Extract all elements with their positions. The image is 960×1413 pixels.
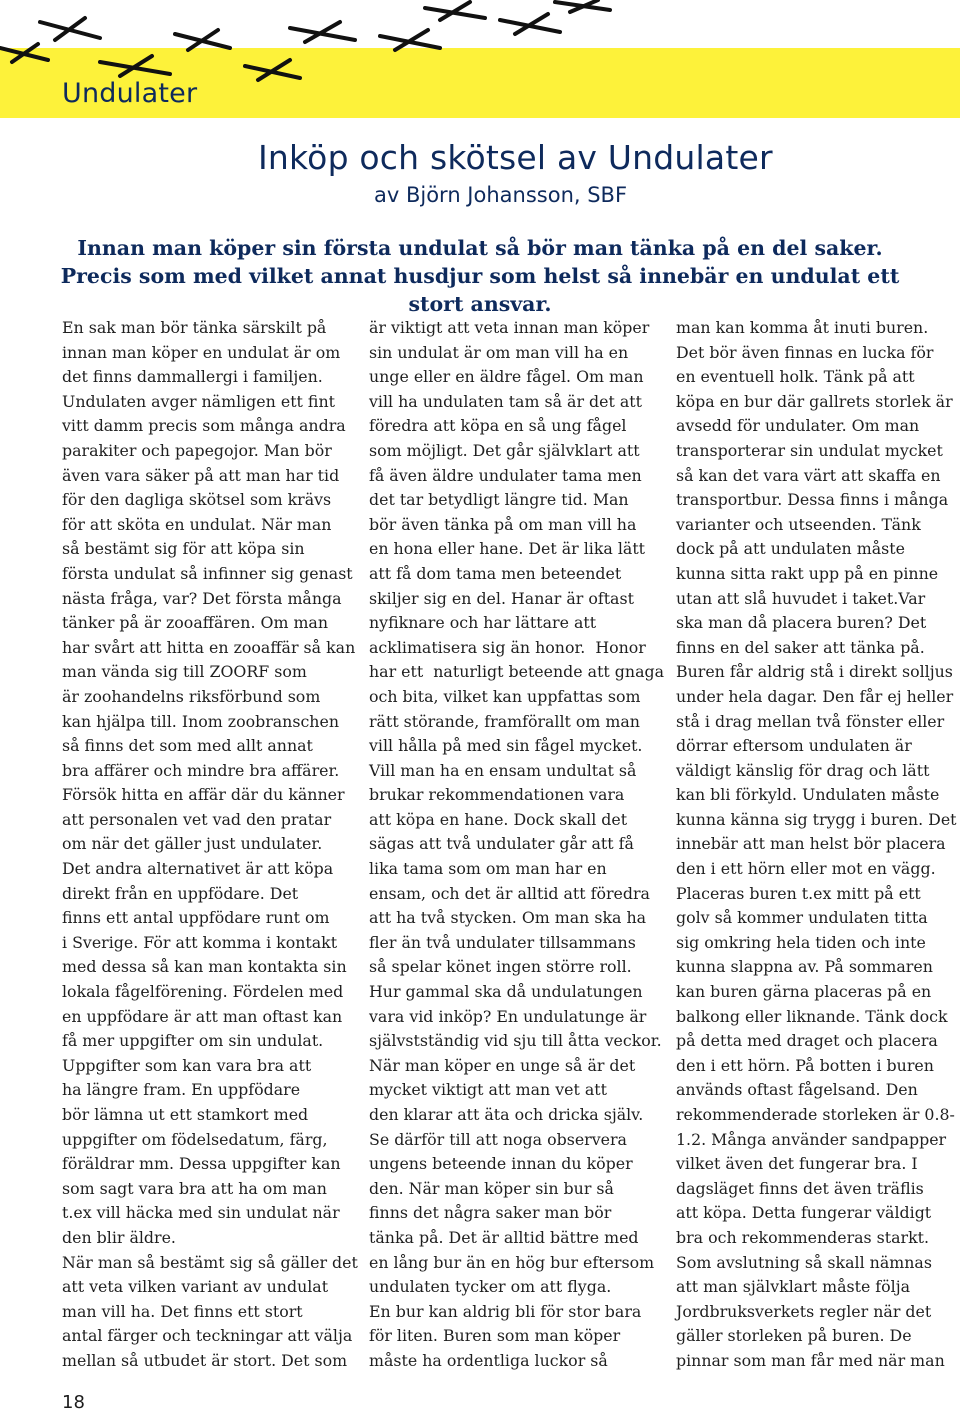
bird-track-icon (380, 30, 440, 50)
body-text-line: självstständig vid sju till åtta veckor. (369, 1031, 662, 1051)
body-text-line: vilket även det fungerar bra. I (676, 1154, 918, 1174)
body-text-line: När man så bestämt sig så gäller det (62, 1252, 358, 1272)
body-column-3 (676, 316, 957, 1374)
body-text-line: pinnar som man får med när man (676, 1350, 945, 1370)
body-text-line: ska man då placera buren? Det (676, 613, 927, 633)
body-text-line: att få dom tama men beteendet (369, 563, 622, 583)
body-text-line: för den dagliga skötsel som krävs (62, 490, 332, 510)
body-text-line: Se därför till att noga observera (369, 1129, 627, 1149)
body-text-line: bra och rekommenderas starkt. (676, 1227, 930, 1247)
body-text-line: finns ett antal uppfödare runt om (62, 908, 330, 928)
body-text-line: rätt störande, framförallt om man (369, 711, 640, 731)
body-text-line: den. När man köper sin bur så (369, 1178, 614, 1198)
body-text-line: att ha två stycken. Om man ska ha (369, 908, 647, 928)
body-text-line: fler än två undulater tillsammans (369, 932, 636, 952)
bird-track-icon (175, 30, 230, 50)
body-text-line: så kan det vara värt att skaffa en (676, 465, 941, 485)
body-text-line: sig omkring hela tiden och inte (676, 932, 926, 952)
body-text-line: parakiter och papegojor. Man bör (62, 440, 332, 460)
body-text-line: så spelar könet ingen större roll. (369, 957, 632, 977)
body-text-line: har svårt att hitta en zooaffär så kan (62, 637, 356, 657)
body-text-line: acklimatisera sig än honor. Honor (369, 637, 646, 657)
body-text-line: innan man köper en undulat är om (62, 342, 341, 362)
body-text-line: är zoohandelns riksförbund som (62, 686, 321, 706)
body-text-line: dock på att undulaten måste (676, 539, 905, 559)
body-text-line: kan hjälpa till. Inom zoobranschen (62, 711, 340, 731)
body-text-line: är viktigt att veta innan man köper (369, 318, 650, 337)
body-text-line: Undulaten avger nämligen ett fint (62, 391, 335, 411)
body-text-line: Försök hitta en affär där du känner (62, 785, 345, 805)
body-text-line: att man självklart måste följa (676, 1277, 911, 1297)
body-text-line: måste ha ordentliga luckor så (369, 1350, 608, 1370)
body-text-line: kan bli förkyld. Undulaten måste (676, 785, 940, 805)
bird-track-icon (0, 44, 48, 62)
body-text-line: skiljer sig en del. Hanar är oftast (369, 588, 634, 608)
body-text-line: ensam, och det är alltid att föredra (369, 883, 650, 903)
body-text-line: den blir äldre. (62, 1227, 176, 1247)
body-text-line: en hona eller hane. Det är lika lätt (369, 539, 646, 559)
body-text-line: den i ett hörn eller mot en vägg. (676, 859, 936, 879)
body-text-line: få mer uppgifter om sin undulat. (62, 1031, 324, 1051)
body-text-line: finns det några saker man bör (369, 1203, 612, 1223)
body-text-line: rekommenderade storleken är 0.8- (676, 1105, 955, 1124)
body-text-line: man vill ha. Det finns ett stort (62, 1301, 303, 1321)
body-text-line: bör lämna ut ett stamkort med (62, 1105, 309, 1124)
body-text-line: med dessa så kan man kontakta sin (62, 957, 347, 977)
body-text-line: det finns dammallergi i familjen. (62, 367, 323, 387)
bird-track-icon (40, 18, 100, 40)
body-text-line: en eventuell holk. Tänk på att (676, 367, 915, 387)
body-text-line: innebär att man helst bör placera (676, 834, 946, 854)
body-text-line: unge eller en äldre fågel. Om man (369, 367, 644, 387)
body-text-line: 1.2. Många använder sandpapper (676, 1129, 947, 1149)
body-text-line: mellan så utbudet är stort. Det som (62, 1350, 348, 1370)
body-text-line: t.ex vill häcka med sin undulat när (62, 1203, 340, 1223)
body-text-line: Det bör även finnas en lucka för (676, 342, 934, 362)
body-text-line: att köpa en hane. Dock skall det (369, 809, 628, 829)
page-number: 18 (62, 1392, 85, 1413)
body-text-line: om när det gäller just undulater. (62, 834, 323, 854)
body-text-line: används oftast fågelsand. Den (676, 1080, 918, 1100)
body-text-line: Hur gammal ska då undulatungen (369, 982, 643, 1002)
body-text-line: bra affärer och mindre bra affärer. (62, 760, 340, 780)
body-text-line: direkt från en uppfödare. Det (62, 883, 299, 903)
body-text-line: brukar rekommendationen vara (369, 785, 625, 805)
bird-track-icon (555, 0, 610, 12)
body-text-line: den klarar att äta och dricka själv. (369, 1105, 644, 1124)
article-title: Inköp och skötsel av Undulater (258, 138, 773, 177)
body-text-line: varianter och utseenden. Tänk (676, 514, 921, 534)
body-text-line: sin undulat är om man vill ha en (369, 342, 629, 362)
body-text-line: Vill man ha en ensam undultat så (369, 760, 637, 780)
body-text-line: stå i drag mellan två fönster eller (676, 711, 945, 731)
body-text-line: man kan komma åt inuti buren. (676, 318, 929, 337)
body-text-line: Jordbruksverkets regler när det (676, 1301, 932, 1321)
body-text-line: När man köper en unge så är det (369, 1055, 636, 1075)
body-text-line: att köpa. Detta fungerar väldigt (676, 1203, 932, 1223)
body-text-line: så bestämt sig för att köpa sin (62, 539, 305, 559)
body-text-line: ungens beteende innan du köper (369, 1154, 633, 1174)
body-text-line: Det andra alternativet är att köpa (62, 859, 334, 879)
body-text-line: köpa en bur där gallrets storlek är (676, 391, 953, 411)
body-text-line: första undulat så infinner sig genast (62, 563, 353, 583)
body-text-line: som möjligt. Det går självklart att (369, 440, 640, 460)
body-text-line: mycket viktigt att man vet att (369, 1080, 607, 1100)
body-text-line: föräldrar mm. Dessa uppgifter kan (62, 1154, 341, 1174)
article-lead: Innan man köper sin första undulat så bör man tänka på en del saker. Precis som med vilket annat husdjur som helst så innebär en undulat ett stort ansvar. (60, 236, 900, 316)
body-text-line: även vara säker på att man har tid (62, 465, 340, 485)
body-text-line: vitt damm precis som många andra (62, 416, 346, 436)
body-column-2 (369, 316, 664, 1374)
body-text-line: Buren får aldrig stå i direkt solljus (676, 662, 953, 682)
body-text-line: lika tama som om man har en (369, 859, 607, 879)
body-text-line: antal färger och teckningar att välja (62, 1326, 353, 1346)
article-byline: av Björn Johansson, SBF (374, 183, 628, 207)
body-text-line: uppgifter om födelsedatum, färg, (62, 1129, 328, 1149)
body-text-line: nästa fråga, var? Det första många (62, 588, 342, 608)
body-text-line: bör även tänka på om man vill ha (369, 514, 637, 534)
bird-track-icon (425, 2, 485, 20)
bird-track-icon (290, 22, 355, 42)
body-text-line: väldigt känslig för drag och lätt (676, 760, 930, 780)
body-text-line: transportbur. Dessa finns i många (676, 490, 949, 510)
body-text-line: en lång bur än en hög bur eftersom (369, 1252, 655, 1272)
body-text-line: att veta vilken variant av undulat (62, 1277, 329, 1297)
body-text-line: dörrar eftersom undulaten är (676, 736, 912, 756)
body-text-line: vara vid inköp? En undulatunge är (369, 1006, 647, 1026)
body-text-line: den i ett hörn. På botten i buren (676, 1055, 934, 1075)
body-text-line: vill ha undulaten tam så är det att (369, 391, 642, 411)
body-text-line: tänker på är zooaffären. Om man (62, 613, 329, 633)
body-text-line: få även äldre undulater tama men (369, 465, 642, 485)
body-text-line: för liten. Buren som man köper (369, 1326, 621, 1346)
body-text-line: dagsläget finns det även träflis (676, 1178, 924, 1198)
body-text-line: att personalen vet vad den pratar (62, 809, 332, 829)
body-text-line: under hela dagar. Den får ej heller (676, 686, 954, 706)
body-text-line: i Sverige. För att komma i kontakt (62, 932, 338, 952)
body-text-line: finns en del saker att tänka på. (676, 637, 925, 657)
section-title: Undulater (62, 78, 198, 109)
body-text-line: en uppfödare är att man oftast kan (62, 1006, 343, 1026)
body-text-line: som sagt vara bra att ha om man (62, 1178, 327, 1198)
body-text-line: ha längre fram. En uppfödare (62, 1080, 301, 1100)
body-text-line: sägas att två undulater går att få (369, 834, 634, 854)
bird-track-icon (245, 60, 300, 80)
body-text-line: balkong eller liknande. Tänk dock (676, 1006, 948, 1026)
body-text-line: har ett naturligt beteende att gnaga (369, 662, 665, 682)
body-text-line: nyfiknare och har lättare att (369, 613, 597, 633)
body-text-line: golv så kommer undulaten titta (676, 908, 928, 928)
body-text-line: kunna slappna av. På sommaren (676, 957, 933, 977)
body-text-line: gäller storleken på buren. De (676, 1326, 912, 1346)
body-text-line: avsedd för undulater. Om man (676, 416, 920, 436)
body-text-line: och bita, vilket kan uppfattas som (369, 686, 641, 706)
body-text-line: kunna känna sig trygg i buren. Det (676, 809, 957, 829)
body-text-line: tänka på. Det är alltid bättre med (369, 1227, 639, 1247)
body-text-line: det tar betydligt längre tid. Man (369, 490, 629, 510)
body-text-line: En sak man bör tänka särskilt på (62, 318, 327, 337)
body-text-line: för att sköta en undulat. När man (62, 514, 332, 534)
body-text-line: transporterar sin undulat mycket (676, 440, 943, 460)
body-text-line: föredra att köpa en så ung fågel (369, 416, 627, 436)
body-text-line: kan buren gärna placeras på en (676, 982, 932, 1002)
body-text-line: så finns det som med allt annat (62, 736, 313, 756)
body-text-line: undulaten tycker om att flyga. (369, 1277, 612, 1297)
body-text-line: En bur kan aldrig bli för stor bara (369, 1301, 642, 1321)
body-text-line: lokala fågelförening. Fördelen med (62, 982, 344, 1002)
bird-track-icon (500, 14, 560, 34)
body-text-line: vill hålla på med sin fågel mycket. (369, 736, 643, 756)
body-text-line: utan att slå huvudet i taket.Var (676, 588, 926, 608)
body-column-1 (62, 316, 358, 1374)
body-text-line: Uppgifter som kan vara bra att (62, 1055, 312, 1075)
body-text-line: Som avslutning så skall nämnas (676, 1252, 932, 1272)
bird-track-icon (100, 56, 170, 76)
body-text-line: på detta med draget och placera (676, 1031, 938, 1051)
body-text-line: man vända sig till ZOORF som (62, 662, 307, 682)
body-text-line: Placeras buren t.ex mitt på ett (676, 883, 921, 903)
body-text-line: kunna sitta rakt upp på en pinne (676, 563, 939, 583)
